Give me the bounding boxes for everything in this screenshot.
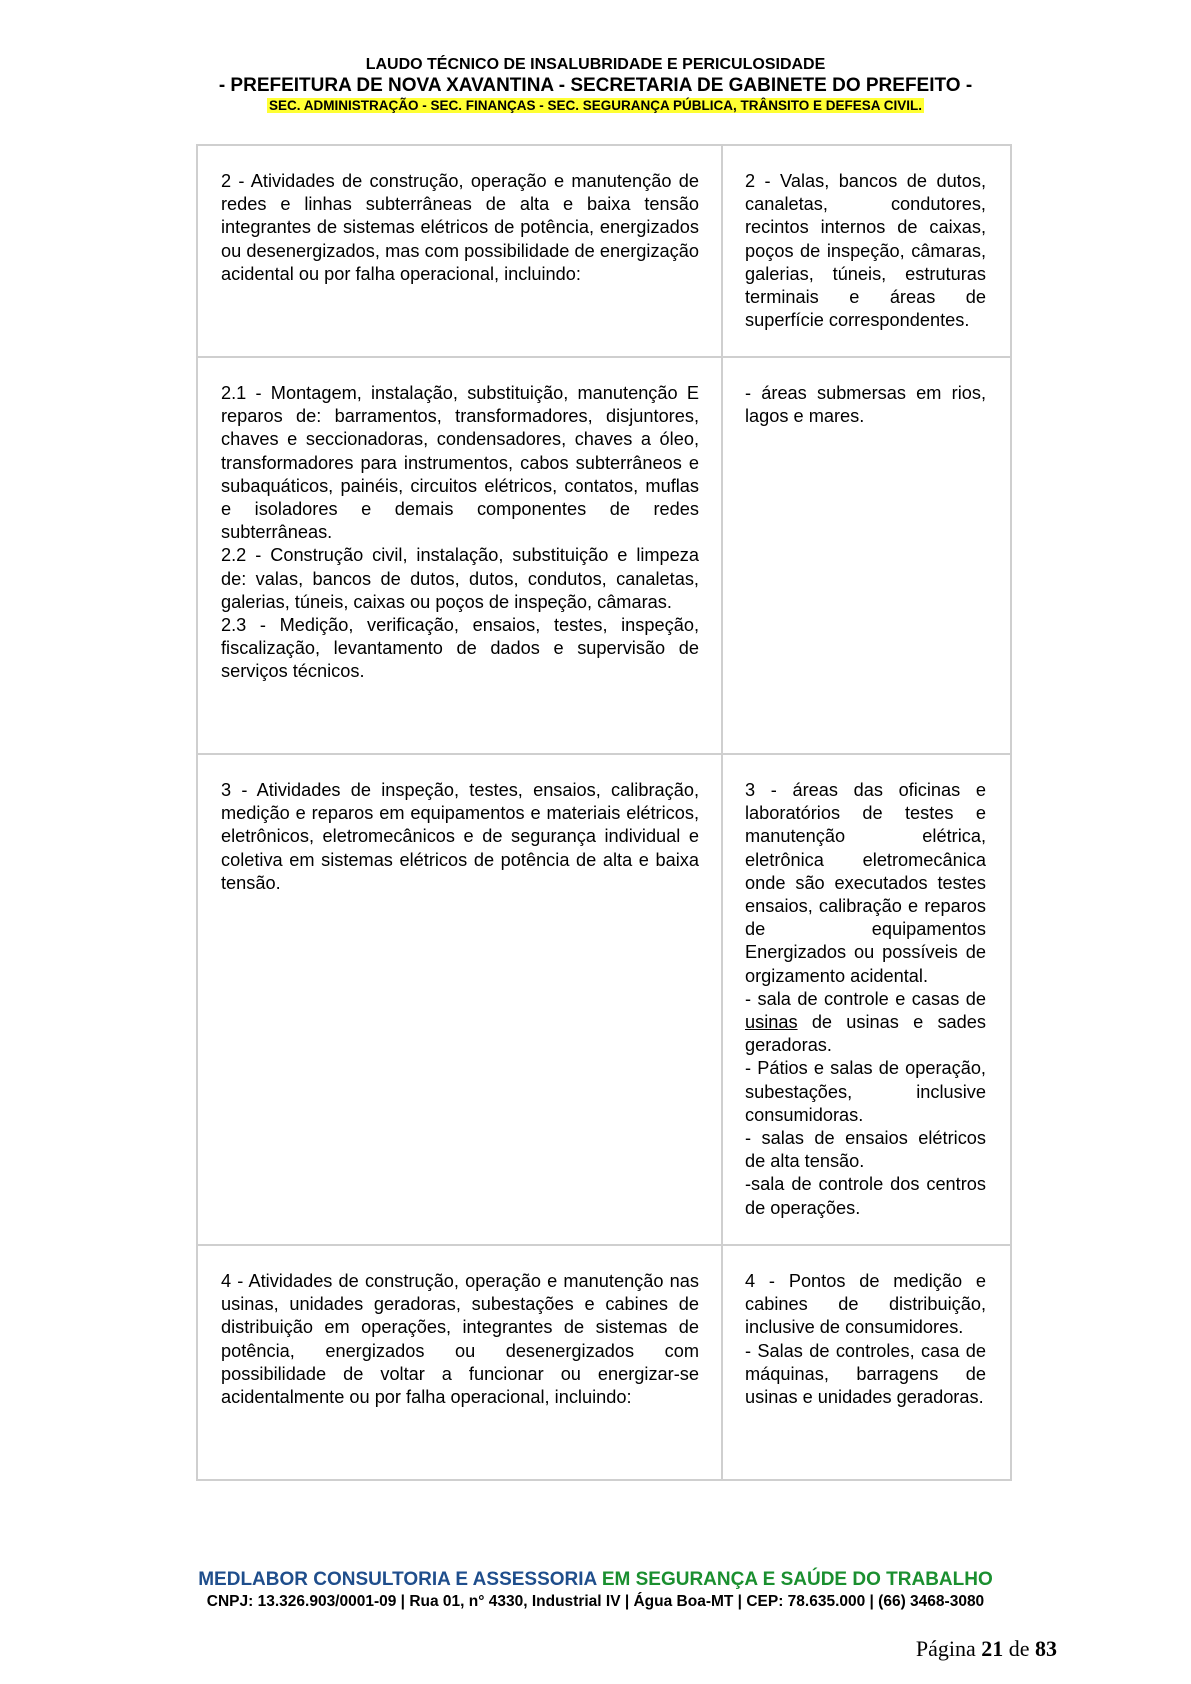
- organization-line: - PREFEITURA DE NOVA XAVANTINA - SECRETARIA DE GABINETE DO PREFEITO -: [218, 75, 973, 96]
- area-text: 2 - Valas, bancos de dutos, canaletas, condutores, recintos internos de caixas, poços de inspeção, câmaras, galerias, túneis, estruturas terminais e áreas de superfície correspondentes.: [745, 171, 986, 331]
- activities-table: [196, 144, 1012, 1481]
- activity-text: 3 - Atividades de inspeção, testes, ensaios, calibração, medição e reparos em equipamentos e materiais elétricos, eletrônicos, eletromecânicos e de segurança individual e coletiva em sistemas elétricos de potência de alta e baixa tensão.: [221, 780, 699, 893]
- activity-text: 2.3 - Medição, verificação, ensaios, testes, inspeção, fiscalização, levantamento de dados e supervisão de serviços técnicos.: [221, 615, 699, 682]
- report-title: LAUDO TÉCNICO DE INSALUBRIDADE E PERICULOSIDADE: [365, 56, 826, 73]
- table-row: [197, 357, 1011, 754]
- document-footer: [0, 1568, 1191, 1612]
- activity-text: 2.1 - Montagem, instalação, substituição, manutenção E reparos de: barramentos, transformadores, disjuntores, chaves e seccionadoras, condensadores, chaves a óleo, transformadores para instrumentos, cabos subterrâneos e subaquáticos, painéis, circuitos elétricos, contatos, muflas e isoladores e demais componentes de redes subterrâneas.: [221, 383, 699, 543]
- area-text: -sala de controle dos centros de operações.: [745, 1174, 986, 1218]
- area-cell: [722, 145, 1011, 357]
- page-number: Página 21 de 83: [915, 1636, 1057, 1661]
- activity-cell: [197, 357, 722, 754]
- activity-text: 2 - Atividades de construção, operação e manutenção de redes e linhas subterrâneas de alta e baixa tensão integrantes de sistemas elétricos de potência, energizados ou desenergizados, mas com possibilidade de energização acidental ou por falha operacional, incluindo:: [221, 171, 699, 284]
- area-text-underlined: - sala de controle e casas de usinas de usinas e sades geradoras.: [745, 988, 986, 1056]
- company-name: MEDLABOR CONSULTORIA E ASSESSORIA EM SEGURANÇA E SAÚDE DO TRABALHO: [198, 1569, 993, 1590]
- activity-cell: [197, 754, 722, 1245]
- area-cell: [722, 357, 1011, 754]
- area-cell: [722, 1245, 1011, 1480]
- area-cell: [722, 754, 1011, 1245]
- activity-cell: [197, 1245, 722, 1480]
- table-row: [197, 1245, 1011, 1480]
- table-row: [197, 145, 1011, 357]
- area-text: - áreas submersas em rios, lagos e mares.: [745, 383, 986, 427]
- table-row: [197, 754, 1011, 1245]
- departments-line: SEC. ADMINISTRAÇÃO - SEC. FINANÇAS - SEC. SEGURANÇA PÚBLICA, TRÂNSITO E DEFESA CIVIL.: [268, 98, 923, 113]
- area-text: 3 - áreas das oficinas e laboratórios de testes e manutenção elétrica, eletrônica eletromecânica onde são executados testes ensaios, calibração e reparos de equipamentos Energizados ou possíveis de orgizamento acidental.: [745, 780, 986, 986]
- activity-text: 2.2 - Construção civil, instalação, substituição e limpeza de: valas, bancos de dutos, dutos, condutos, canaletas, galerias, túneis, caixas ou poços de inspeção, câmaras.: [221, 545, 699, 612]
- area-text: - Pátios e salas de operação, subestações, inclusive consumidoras.: [745, 1058, 986, 1125]
- company-contact: CNPJ: 13.326.903/0001-09 | Rua 01, n° 4330, Industrial IV | Água Boa-MT | CEP: 78.635.000 | (66) 3468-3080: [206, 1593, 985, 1610]
- document-header: [0, 55, 1191, 115]
- area-text: - salas de ensaios elétricos de alta tensão.: [745, 1128, 986, 1172]
- area-text: - Salas de controles, casa de máquinas, barragens de usinas e unidades geradoras.: [745, 1340, 986, 1408]
- activity-cell: [197, 145, 722, 357]
- area-text: 4 - Pontos de medição e cabines de distribuição, inclusive de consumidores.: [745, 1271, 986, 1338]
- activity-text: 4 - Atividades de construção, operação e manutenção nas usinas, unidades geradoras, subestações e cabines de distribuição em operações, integrantes de sistemas de potência, energizados ou desenergizados com possibilidade de voltar a funcionar ou energizar-se acidentalmente ou por falha operacional, incluindo:: [221, 1271, 699, 1408]
